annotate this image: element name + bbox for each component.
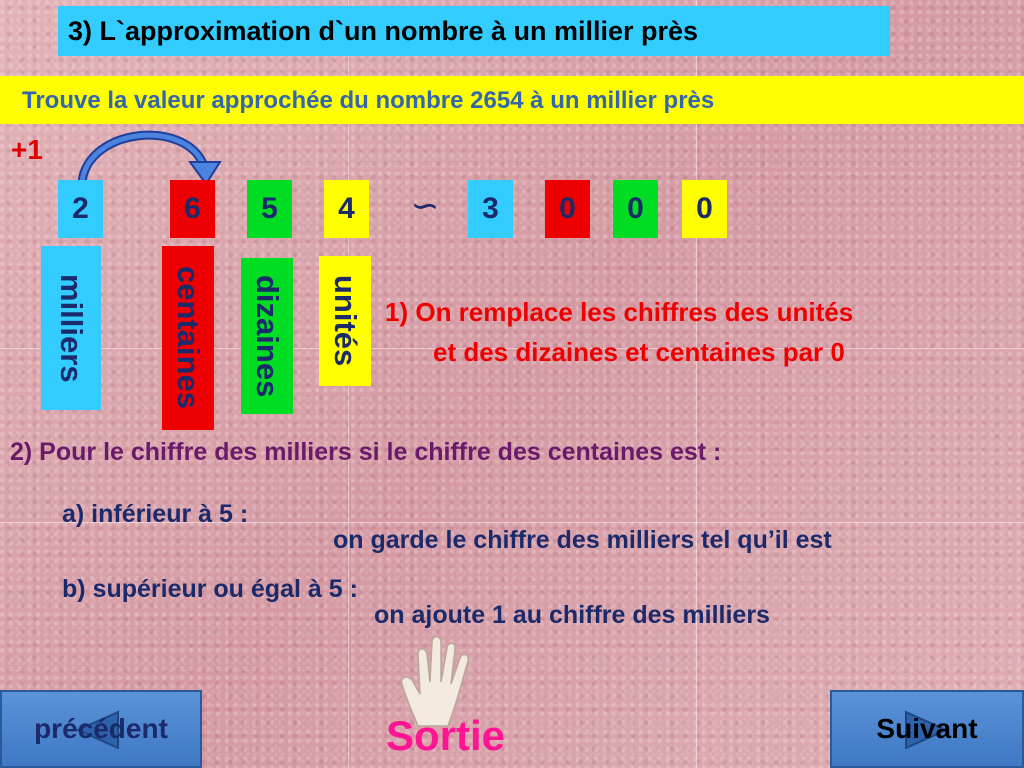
exit-button[interactable]: Sortie	[386, 712, 506, 759]
rule-one-line2: et des dizaines et centaines par 0	[433, 337, 845, 367]
page-title: 3) L`approximation d`un nombre à un millier près	[58, 6, 890, 56]
approx-symbol: ∽	[410, 187, 440, 225]
place-value-label: centaines	[171, 266, 206, 410]
rule-one	[385, 292, 1015, 372]
place-value-dizaines	[241, 258, 293, 414]
result-digit-hundreds: 0	[545, 180, 590, 238]
next-button-label: Suivant	[876, 713, 978, 744]
place-value-milliers	[41, 246, 101, 410]
digit-hundreds: 6	[170, 180, 215, 238]
place-value-label: dizaines	[250, 274, 285, 398]
curved-arrow-icon	[66, 124, 228, 186]
instruction-banner: Trouve la valeur approchée du nombre 2654 à un millier près	[0, 76, 1024, 124]
previous-button[interactable]	[0, 690, 202, 768]
digit-units: 4	[324, 180, 369, 238]
place-value-label: milliers	[54, 273, 89, 383]
rule-two: 2) Pour le chiffre des milliers si le chiffre des centaines est :	[10, 438, 722, 466]
previous-button-label: précédent	[34, 713, 168, 744]
place-value-centaines	[162, 246, 214, 430]
case-b-condition: b) supérieur ou égal à 5 :	[62, 575, 358, 603]
case-a-result: on garde le chiffre des milliers tel qu’il est	[333, 526, 832, 554]
place-value-unites	[319, 256, 371, 386]
digit-thousands: 2	[58, 180, 103, 238]
result-digit-tens: 0	[613, 180, 658, 238]
case-a-condition: a) inférieur à 5 :	[62, 500, 249, 528]
case-b-result: on ajoute 1 au chiffre des milliers	[374, 601, 770, 629]
carry-label: +1	[11, 134, 43, 165]
rule-one-line1: 1) On remplace les chiffres des unités	[385, 297, 854, 327]
place-value-label: unités	[328, 275, 363, 367]
result-digit-thousands: 3	[468, 180, 513, 238]
digit-tens: 5	[247, 180, 292, 238]
result-digit-units: 0	[682, 180, 727, 238]
next-button[interactable]	[830, 690, 1024, 768]
